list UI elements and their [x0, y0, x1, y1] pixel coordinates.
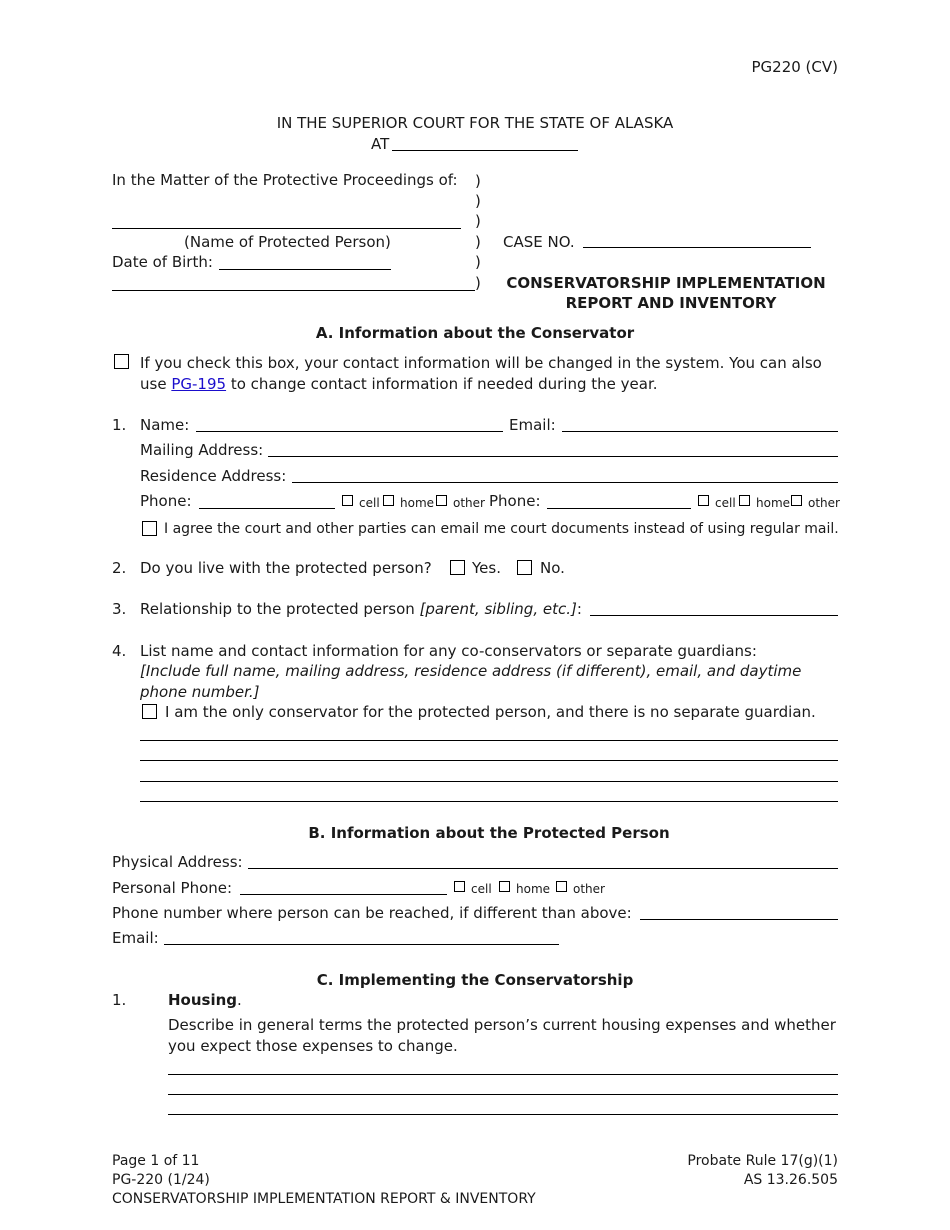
protected-person-name-field[interactable]: [112, 228, 461, 229]
protected-email-field[interactable]: [164, 944, 559, 945]
q1-number: 1.: [112, 416, 127, 434]
phone-2-label: Phone:: [489, 492, 541, 510]
q2-text: Do you live with the protected person?: [140, 559, 432, 577]
court-location-field[interactable]: [392, 150, 578, 151]
lives-with-yes-checkbox[interactable]: [450, 560, 465, 575]
caption-paren: ): [475, 233, 481, 251]
personal-phone-label: Personal Phone:: [112, 879, 233, 897]
co-conservator-line[interactable]: [140, 801, 838, 802]
mailing-address-label: Mailing Address:: [140, 441, 264, 459]
phone-2-cell-checkbox[interactable]: [698, 495, 709, 506]
contact-change-pre: use: [140, 375, 167, 393]
housing-line[interactable]: [168, 1074, 838, 1075]
email-service-text: I agree the court and other parties can email me court documents instead of using regular mail.: [164, 521, 839, 537]
housing-heading: [168, 991, 242, 1009]
footer-form: PG-220 (1/24): [112, 1172, 210, 1188]
phone-2-home-label: home: [756, 496, 791, 510]
section-c-heading: C. Implementing the Conservatorship: [316, 971, 634, 989]
q3-number: 3.: [112, 600, 127, 618]
lives-with-yes-label: Yes.: [472, 559, 501, 577]
caption-rule: [112, 290, 475, 291]
section-a-heading: A. Information about the Conservator: [315, 324, 635, 342]
residence-address-label: Residence Address:: [140, 467, 287, 485]
protected-email-label: Email:: [112, 929, 159, 947]
phone-2-field[interactable]: [547, 508, 691, 509]
housing-title: Housing: [168, 991, 238, 1009]
q4-text: List name and contact information for any co-conservators or separate guardians:: [140, 642, 757, 660]
personal-phone-cell-label: cell: [471, 882, 492, 896]
housing-line[interactable]: [168, 1114, 838, 1115]
email-label: Email:: [509, 416, 556, 434]
contact-change-text: If you check this box, your contact information will be changed in the system. You can also: [140, 354, 822, 372]
q4-number: 4.: [112, 642, 127, 660]
contact-change-post: to change contact information if needed during the year.: [230, 375, 658, 393]
alt-phone-label: Phone number where person can be reached, if different than above:: [112, 904, 632, 922]
footer-title: CONSERVATORSHIP IMPLEMENTATION REPORT & INVENTORY: [112, 1191, 536, 1207]
housing-period: .: [237, 991, 242, 1009]
phone-home-checkbox[interactable]: [383, 495, 394, 506]
lives-with-no-checkbox[interactable]: [517, 560, 532, 575]
personal-phone-field[interactable]: [240, 894, 447, 895]
q3-colon: :: [576, 600, 582, 618]
q4-hint-2: phone number.]: [140, 683, 260, 701]
caption-paren: ): [475, 172, 481, 190]
phone-other-checkbox[interactable]: [436, 495, 447, 506]
personal-phone-other-label: other: [573, 882, 605, 896]
footer-rule: Probate Rule 17(g)(1): [687, 1153, 838, 1169]
q4-hint-1: [Include full name, mailing address, residence address (if different), email, and daytime: [140, 662, 802, 680]
q3-text: [140, 600, 582, 618]
mailing-address-field[interactable]: [268, 456, 838, 457]
caption-paren: ): [475, 212, 481, 230]
personal-phone-other-checkbox[interactable]: [556, 881, 567, 892]
case-number-label: CASE NO.: [503, 233, 575, 251]
phone-label: Phone:: [140, 492, 192, 510]
document-title-line-1: CONSERVATORSHIP IMPLEMENTATION: [506, 274, 826, 292]
form-code: PG220 (CV): [751, 58, 838, 76]
phone-2-other-label: other: [808, 496, 840, 510]
phone-field[interactable]: [199, 508, 335, 509]
only-conservator-checkbox[interactable]: [142, 704, 157, 719]
dob-field[interactable]: [219, 269, 391, 270]
caption-paren: ): [475, 274, 481, 292]
phone-other-label: other: [453, 496, 485, 510]
contact-change-text-2: [140, 375, 658, 393]
q3-label: Relationship to the protected person: [140, 600, 415, 618]
court-title: IN THE SUPERIOR COURT FOR THE STATE OF ALASKA: [276, 114, 674, 132]
personal-phone-home-label: home: [516, 882, 551, 896]
footer-statute: AS 13.26.505: [743, 1172, 838, 1188]
physical-address-label: Physical Address:: [112, 853, 243, 871]
matter-label: In the Matter of the Protective Proceedings of:: [112, 171, 458, 189]
caption-paren: ): [475, 253, 481, 271]
physical-address-field[interactable]: [248, 868, 838, 869]
name-label: Name:: [140, 416, 190, 434]
q3-hint: [parent, sibling, etc.]: [419, 600, 577, 618]
pg-195-link[interactable]: PG-195: [171, 375, 227, 393]
email-field[interactable]: [562, 431, 838, 432]
phone-cell-label: cell: [359, 496, 380, 510]
residence-address-field[interactable]: [292, 482, 838, 483]
c1-number: 1.: [112, 991, 127, 1009]
email-service-checkbox[interactable]: [142, 521, 157, 536]
housing-text-1: Describe in general terms the protected person’s current housing expenses and whether: [168, 1016, 836, 1034]
footer-page: Page 1 of 11: [112, 1153, 200, 1169]
document-title-line-2: REPORT AND INVENTORY: [565, 294, 777, 312]
phone-2-home-checkbox[interactable]: [739, 495, 750, 506]
q2-number: 2.: [112, 559, 127, 577]
co-conservator-line[interactable]: [140, 740, 838, 741]
phone-home-label: home: [400, 496, 435, 510]
phone-cell-checkbox[interactable]: [342, 495, 353, 506]
lives-with-no-label: No.: [540, 559, 565, 577]
phone-2-other-checkbox[interactable]: [791, 495, 802, 506]
alt-phone-field[interactable]: [640, 919, 838, 920]
name-field[interactable]: [196, 431, 503, 432]
co-conservator-line[interactable]: [140, 781, 838, 782]
contact-change-checkbox[interactable]: [114, 354, 129, 369]
personal-phone-cell-checkbox[interactable]: [454, 881, 465, 892]
housing-text-2: you expect those expenses to change.: [168, 1037, 458, 1055]
co-conservator-line[interactable]: [140, 760, 838, 761]
only-conservator-text: I am the only conservator for the protected person, and there is no separate guardian.: [165, 703, 816, 721]
caption-paren: ): [475, 192, 481, 210]
name-caption: (Name of Protected Person): [184, 233, 391, 251]
court-location-label: AT: [371, 135, 390, 153]
personal-phone-home-checkbox[interactable]: [499, 881, 510, 892]
dob-label: Date of Birth:: [112, 253, 213, 271]
section-b-heading: B. Information about the Protected Person: [308, 824, 670, 842]
housing-line[interactable]: [168, 1094, 838, 1095]
case-number-field[interactable]: [583, 247, 811, 248]
phone-2-cell-label: cell: [715, 496, 736, 510]
relationship-field[interactable]: [590, 615, 838, 616]
